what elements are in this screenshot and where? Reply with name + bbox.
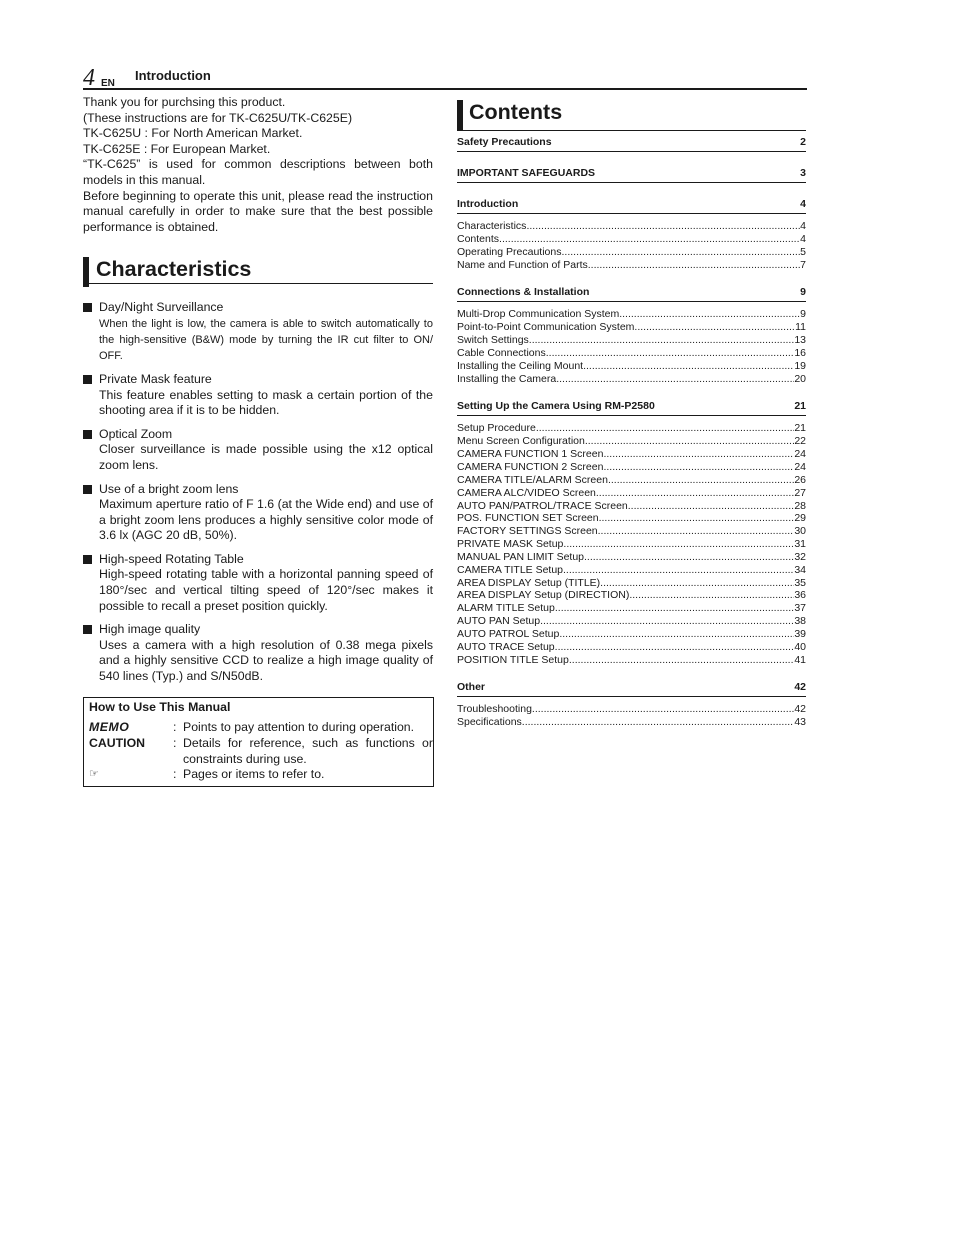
feature-item [83,300,433,364]
feature-desc: High-speed rotating table with a horizontal panning speed of 180°/sec and vertical tilting speed of 120°/sec makes it possible to recall a preset position quickly. [99,567,433,613]
toc-leader-dots [540,615,794,628]
toc-entry-page: 29 [794,512,806,525]
toc-entry[interactable] [457,461,806,474]
toc-entry-label: Installing the Camera [457,372,557,385]
bullet-square-icon [83,485,92,494]
toc-section [457,166,806,183]
toc-entry[interactable] [457,220,806,233]
toc-entry[interactable] [457,448,806,461]
toc-entry-label: ALARM TITLE Setup [457,602,555,615]
toc-leader-dots [559,628,794,641]
toc-entry-page: 13 [794,334,806,347]
feature-title: Day/Night Surveillance [99,300,224,315]
toc-entry[interactable] [457,487,806,500]
toc-list [457,135,806,729]
memo-desc: Points to pay attention to during operation. [183,720,415,734]
intro-line: Before beginning to operate this unit, please read the instruction manual carefully in order to make sure that the best possible performance is obtained. [83,188,433,234]
toc-entries [457,308,806,385]
toc-leader-dots [563,564,794,577]
toc-entry-page: 24 [794,448,806,461]
toc-leader-dots [536,422,795,435]
toc-leader-dots [588,259,800,272]
toc-entry-page: 4 [800,232,806,245]
toc-entry-page: 16 [794,346,806,359]
toc-section-page: 9 [800,286,806,299]
toc-section-title: Safety Precautions [457,136,552,148]
toc-leader-dots [619,308,800,321]
toc-entry[interactable] [457,564,806,577]
toc-entry-label: CAMERA ALC/VIDEO Screen [457,486,596,499]
toc-leader-dots [599,512,795,525]
toc-entry[interactable] [457,422,806,435]
toc-entries [457,703,806,729]
toc-leader-dots [499,233,800,246]
bullet-square-icon [83,555,92,564]
toc-entry[interactable] [457,602,806,615]
toc-section-page: 3 [800,167,806,179]
contents-heading [457,98,806,131]
feature-list [83,300,433,684]
reference-row [89,767,428,783]
toc-entry-page: 42 [794,703,806,716]
toc-section-title: Setting Up the Camera Using RM-P2580 [457,400,655,413]
toc-entry-page: 5 [800,245,806,258]
feature-title: High image quality [99,622,201,637]
toc-entry-page: 28 [794,499,806,512]
caution-label: CAUTION [89,736,146,750]
toc-section-page: 21 [794,400,806,413]
toc-entry[interactable] [457,525,806,538]
intro-line: Thank you for purchsing this product. [83,95,286,109]
feature-title: Use of a bright zoom lens [99,481,239,496]
toc-entry-label: AUTO TRACE Setup [457,640,555,653]
toc-entry[interactable] [457,615,806,628]
toc-entry-page: 20 [794,372,806,385]
toc-entry[interactable] [457,641,806,654]
toc-entry[interactable] [457,259,806,272]
toc-entry-label: CAMERA TITLE/ALARM Screen [457,473,608,486]
toc-entry-label: AUTO PATROL Setup [457,627,560,640]
toc-leader-dots [608,474,794,487]
how-to-use-title: How to Use This Manual [89,700,231,714]
toc-entry-page: 21 [794,422,806,435]
colon: : [173,720,177,734]
toc-entry-label: FACTORY SETTINGS Screen [457,525,598,538]
toc-entry[interactable] [457,500,806,513]
toc-entry-label: Name and Function of Parts [457,258,588,271]
toc-entry[interactable] [457,246,806,259]
memo-row [89,720,428,736]
toc-leader-dots [585,435,794,448]
toc-section [457,135,806,152]
toc-entry[interactable] [457,628,806,641]
toc-entry-label: Cable Connections [457,346,546,359]
toc-entry[interactable] [457,589,806,602]
toc-entry-page: 19 [794,359,806,372]
toc-entry-page: 27 [794,486,806,499]
colon: : [173,767,177,781]
toc-section-page: 2 [800,136,806,148]
reference-desc: Pages or items to refer to. [183,767,325,781]
toc-leader-dots [529,334,795,347]
toc-leader-dots [532,703,794,716]
toc-entry-page: 7 [800,258,806,271]
toc-entry-label: CAMERA FUNCTION 2 Screen [457,460,604,473]
toc-entry-label: Setup Procedure [457,422,536,435]
toc-section-heading [457,135,806,152]
toc-section-title: Introduction [457,198,519,210]
toc-entry-label: Menu Screen Configuration [457,435,585,448]
toc-entry-page: 36 [794,589,806,602]
feature-title: Optical Zoom [99,426,173,441]
toc-entry[interactable] [457,373,806,386]
feature-desc: Maximum aperture ratio of F 1.6 (at the Wide end) and use of a bright zoom lens produces a highly sensitive color mode of 3.6 lx (AGC 20 dB, 50%). [99,497,433,543]
toc-section-heading [457,197,806,214]
how-to-use-box [83,697,434,787]
toc-entry-page: 26 [794,473,806,486]
characteristics-heading [83,255,433,284]
toc-entry[interactable] [457,233,806,246]
heading-bar [457,100,463,131]
section-label: Introduction [135,68,211,83]
toc-leader-dots [546,347,795,360]
toc-entry[interactable] [457,435,806,448]
page-number: 4 [83,65,95,91]
toc-entry-label: AUTO PAN/PATROL/TRACE Screen [457,499,628,512]
contents-column [457,98,806,729]
memo-label: MEMO [89,720,130,734]
toc-section-heading [457,399,806,416]
feature-title: Private Mask feature [99,371,212,386]
heading-bar [83,257,89,287]
feature-item [83,482,433,544]
toc-entry-page: 40 [794,640,806,653]
toc-section-title: Connections & Installation [457,286,590,299]
caution-desc: Details for reference, such as functions or constraints during use. [183,736,433,766]
intro-line: (These instructions are for TK-C625U/TK-C625E) [83,110,353,125]
toc-entry-label: Switch Settings [457,334,529,347]
feature-item [83,622,433,684]
caution-row [89,736,433,768]
toc-entry-label: CAMERA FUNCTION 1 Screen [457,448,604,461]
toc-entry-page: 24 [794,460,806,473]
colon: : [173,736,177,750]
toc-section-title: Other [457,681,486,694]
toc-entry-page: 32 [794,550,806,563]
toc-entries [457,422,806,666]
toc-leader-dots [526,220,800,233]
toc-entry[interactable] [457,308,806,321]
toc-leader-dots [603,448,794,461]
toc-leader-dots [555,641,795,654]
reference-hand-icon: ☞ [89,768,99,780]
toc-entry-page: 39 [794,627,806,640]
toc-leader-dots [596,487,794,500]
toc-entry[interactable] [457,360,806,373]
toc-leader-dots [598,525,795,538]
feature-desc: Closer surveillance is made possible using the x12 optical zoom lens. [99,442,433,472]
toc-entry-page: 11 [795,321,806,334]
intro-text [83,95,433,235]
contents-title: Contents [469,100,563,124]
toc-leader-dots [563,538,794,551]
toc-section-page: 4 [800,198,806,210]
intro-line: TK-C625E : For European Market. [83,141,271,156]
toc-entry[interactable] [457,474,806,487]
toc-entry-page: 41 [794,653,806,666]
bullet-square-icon [83,303,92,312]
toc-entry-page: 38 [794,615,806,628]
bullet-square-icon [83,430,92,439]
toc-entry-label: Characteristics [457,220,527,232]
toc-entry-label: Point-to-Point Communication System [457,321,635,334]
toc-entry-label: PRIVATE MASK Setup [457,538,564,551]
toc-entry-label: CAMERA TITLE Setup [457,563,564,576]
intro-line: TK-C625U : For North American Market. [83,126,303,141]
toc-section [457,197,806,271]
toc-entry[interactable] [457,703,806,716]
toc-entry-page: 9 [800,308,806,321]
characteristics-title: Characteristics [96,257,252,282]
toc-entry-label: AREA DISPLAY Setup (DIRECTION) [457,589,630,602]
toc-section-page: 42 [794,681,806,694]
toc-entry-page: 37 [794,602,806,615]
feature-desc: Uses a camera with a high resolution of 0.38 mega pixels and a highly sensitive CCD to realize a high image quality of 540 lines (Typ.) and S/N50dB. [99,637,433,684]
toc-entry-page: 4 [800,220,806,232]
intro-line: “TK-C625” is used for common descriptions between both models in this manual. [83,157,433,187]
toc-entry-label: Contents [457,232,500,245]
toc-leader-dots [561,246,800,259]
toc-leader-dots [600,577,794,590]
toc-entry-label: AUTO PAN Setup [457,615,541,628]
toc-leader-dots [569,654,794,667]
toc-entry-page: 34 [794,563,806,576]
toc-entry-label: Specifications [457,716,522,729]
toc-section [457,285,806,385]
toc-entry-label: POS. FUNCTION SET Screen [457,512,599,525]
toc-leader-dots [629,589,794,602]
toc-section [457,399,806,666]
feature-item [83,552,433,614]
bullet-square-icon [83,625,92,634]
language-label: EN [101,78,115,89]
page-header [83,66,807,90]
toc-entry-page: 31 [794,538,806,551]
toc-entry-page: 22 [794,435,806,448]
toc-entry[interactable] [457,654,806,667]
toc-section-heading [457,285,806,302]
toc-leader-dots [584,551,794,564]
toc-entry[interactable] [457,347,806,360]
toc-entry[interactable] [457,512,806,525]
feature-desc: This feature enables setting to mask a certain portion of the shooting area if it is to be hidden. [99,387,433,418]
toc-section-heading [457,680,806,697]
toc-entry-label: Installing the Ceiling Mount [457,359,584,372]
toc-section-heading [457,166,806,183]
toc-entry-label: Multi-Drop Communication System [457,308,620,321]
toc-leader-dots [634,321,795,334]
feature-item [83,372,433,419]
toc-leader-dots [628,500,795,513]
toc-leader-dots [555,602,794,615]
toc-leader-dots [556,373,794,386]
toc-entry[interactable] [457,577,806,590]
toc-section [457,680,806,729]
toc-entry[interactable] [457,551,806,564]
toc-entry[interactable] [457,716,806,729]
bullet-square-icon [83,375,92,384]
toc-leader-dots [603,461,794,474]
toc-entry-label: POSITION TITLE Setup [457,653,569,666]
toc-leader-dots [583,360,794,373]
toc-entry-page: 30 [794,525,806,538]
toc-leader-dots [522,716,795,729]
toc-section-title: IMPORTANT SAFEGUARDS [457,167,596,179]
toc-entry[interactable] [457,321,806,334]
feature-desc: When the light is low, the camera is able to switch automatically to the high-sensitive (B&W) mode by turning the IR cut filter to ON/ OFF. [99,317,433,362]
toc-entry-label: Troubleshooting [457,703,532,716]
feature-title: High-speed Rotating Table [99,551,244,566]
toc-entry-page: 43 [794,716,806,729]
left-column [83,95,433,693]
toc-entry-label: MANUAL PAN LIMIT Setup [457,550,585,563]
toc-entries [457,220,806,271]
feature-item [83,427,433,474]
toc-entry-page: 35 [794,576,806,589]
toc-entry-label: AREA DISPLAY Setup (TITLE) [457,576,601,589]
toc-entry[interactable] [457,538,806,551]
toc-entry[interactable] [457,334,806,347]
toc-entry-label: Operating Precautions [457,245,562,258]
